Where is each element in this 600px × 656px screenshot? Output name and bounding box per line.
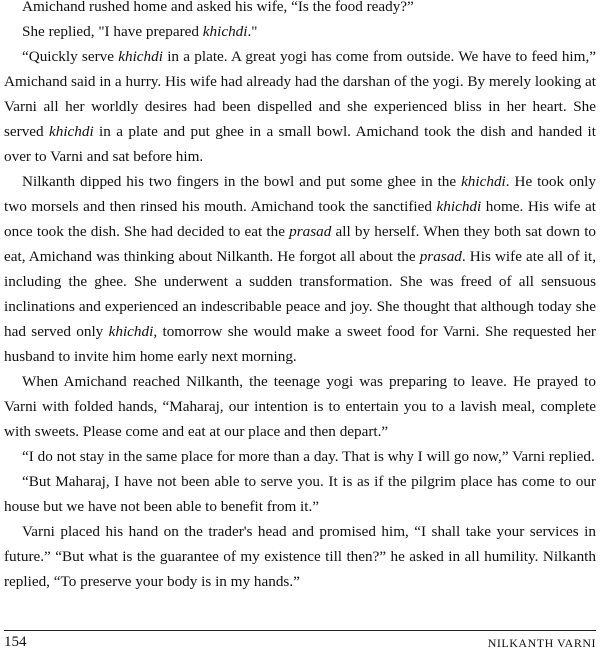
text-run: all by herself. When they both sat down to eat, Amichand was thinking about Nilkanth. He forgot all about the: [4, 223, 597, 265]
italic-term: khichdi: [49, 123, 94, 140]
paragraph: [4, 369, 596, 444]
paragraph: [4, 169, 596, 369]
text-run: “But Maharaj, I have not been able to serve you. It is as if the pilgrim place has come to our house but we have not been able to benefit from it.”: [4, 473, 596, 515]
text-run: home. His wife at once took the dish. She had decided to eat the: [4, 198, 596, 240]
text-run: Amichand rushed home and asked his wife, “Is the food ready?”: [22, 0, 414, 15]
text-run: . He took only two morsels and then rinsed his mouth. Amichand took the sanctified: [4, 173, 596, 215]
italic-term: khichdi: [118, 48, 163, 65]
paragraph: [4, 469, 596, 519]
paragraph: [4, 444, 596, 469]
paragraph: [4, 0, 596, 19]
text-run: in a plate. A great yogi has come from outside. We have to feed him,” Amichand said in a hurry. His wife had already had the darshan of the yogi. By merely looking at Varni all her worldly desires had been dispelled and she experienced bliss in her heart. She served: [4, 48, 597, 140]
paragraph: [4, 44, 596, 169]
text-run: in a plate and put ghee in a small bowl. Amichand took the dish and handed it over to Varni and sat before him.: [4, 123, 596, 165]
paragraph: [4, 519, 596, 594]
text-run: , tomorrow she would make a sweet food for Varni. She requested her husband to invite him home early next morning.: [4, 323, 596, 365]
italic-term: prasad: [419, 248, 462, 265]
text-run: She replied, "I have prepared: [22, 23, 203, 40]
text-run: Varni placed his hand on the trader's head and promised him, “I shall take your services in future.” “But what is the guarantee of my existence till then?” he asked in all humility. Nilkanth replied, “To preserve your body is in my hands.”: [4, 523, 596, 590]
italic-term: khichdi: [461, 173, 506, 190]
text-run: . His wife ate all of it, including the ghee. She underwent a sudden transformation. She was freed of all sensuous inclinations and experienced an indescribable peace and joy. She thought that although today she had served only: [4, 248, 596, 340]
italic-term: khichdi: [202, 23, 248, 40]
text-run: Nilkanth dipped his two fingers in the bowl and put some ghee in the: [22, 173, 462, 190]
italic-term: khichdi: [108, 323, 154, 340]
page-number: 154: [4, 634, 27, 650]
page-footer: [4, 634, 596, 654]
text-run: When Amichand reached Nilkanth, the teenage yogi was preparing to leave. He prayed to Varni with folded hands, “Maharaj, our intention is to entertain you to a lavish meal, complete with sweets. Please come and eat at our place and then depart.”: [4, 373, 596, 440]
italic-term: prasad: [289, 223, 332, 240]
italic-term: khichdi: [436, 198, 482, 215]
running-head: NILKANTH VARNI: [487, 636, 596, 650]
text-run: “Quickly serve: [22, 48, 119, 65]
paragraph: [4, 19, 596, 44]
text-run: “I do not stay in the same place for more than a day. That is why I will go now,” Varni replied.: [22, 448, 595, 465]
page-body: [4, 0, 596, 594]
footer-rule: [4, 630, 596, 631]
text-run: .": [247, 23, 258, 40]
